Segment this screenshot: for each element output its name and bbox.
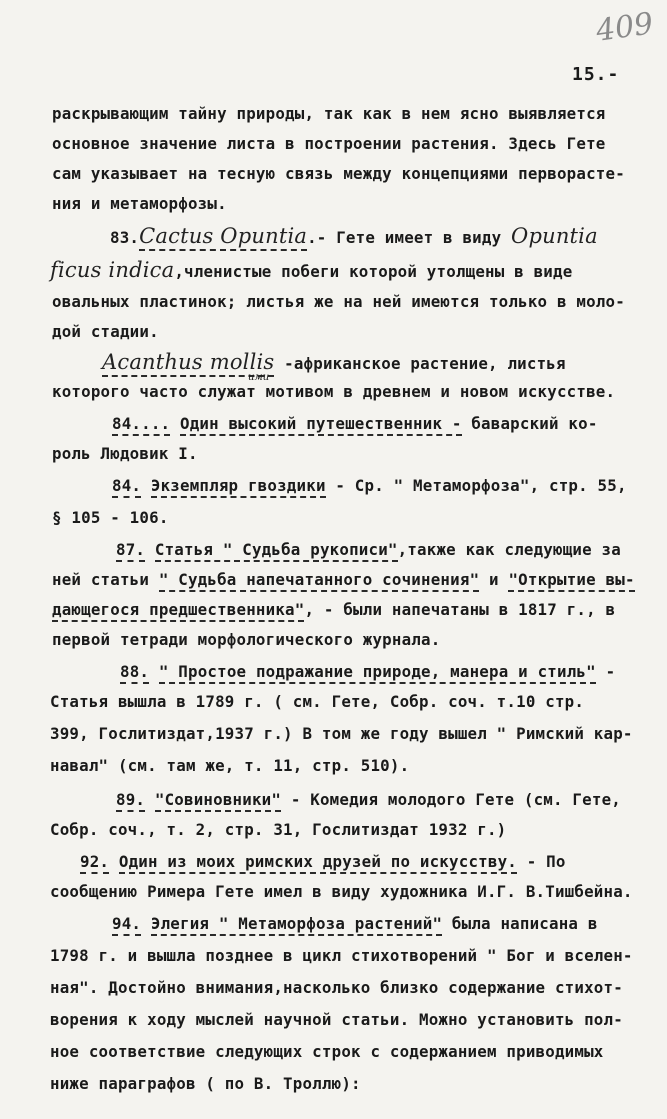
note-number: 89. [116,790,145,812]
note-text: - [605,662,616,681]
note-text: , - были напечатаны в 1817 г., в [304,600,616,619]
note-text: и [489,570,499,589]
note-text: - Комедия молодого Гете (см. Гете, [290,790,621,809]
note-subject: " Судьба напечатанного сочинения" [159,570,479,592]
note-text: .- Гете имеет в виду [307,228,502,247]
note-number: 94. [112,914,141,936]
note-number: 88. [120,662,149,684]
text-line: Статья вышла в 1789 г. ( см. Гете, Собр. соч. т.10 стр. [50,692,585,711]
note-number: 84.... [112,414,170,436]
note-text: баварский ко- [471,414,598,433]
text-line: сообщению Римера Гете имел в виду художника И.Г. В.Тишбейна. [50,882,633,901]
text-line: которого часто служат мотивом в древнем и новом искусстве. [52,382,616,401]
text-line: ния и метаморфозы. [52,194,227,213]
text-line: 399, Гослитиздат,1937 г.) В том же году вышел " Римский кар- [50,724,633,743]
note-text: - Ср. " Метаморфоза", стр. 55, [335,476,627,495]
handwritten-species: ficus indica [50,258,175,282]
note-83-line-2 [50,258,572,282]
text-line: первой тетради морфологического журнала. [52,630,441,649]
archive-page-number: 409 [593,6,656,49]
text-line: ное соответствие следующих строк с содержанием приводимых [50,1042,604,1061]
note-83-line [110,224,598,248]
text-line: раскрывающим тайну природы, так как в нем ясно выявляется [52,104,606,123]
note-subject: Элегия " Метаморфоза растений" [151,914,442,936]
note-87-line [116,540,621,559]
handwritten-species: Opuntia [511,224,598,248]
note-subject: "Открытие вы- [508,570,634,592]
text-line: § 105 - 106. [52,508,169,527]
note-subject: Статья " Судьба рукописи" [155,540,398,562]
page-number: 15.- [572,64,620,85]
note-87-line-3 [52,600,615,619]
note-92-line [80,852,566,871]
note-text: ,членистые побеги которой утолщены в виде [174,262,573,281]
note-subject: Один высокий путешественник - [180,414,462,436]
note-88-line [120,662,615,681]
text-line: овальных пластинок; листья же на ней имеются только в моло- [52,292,625,311]
note-subject: Один из моих римских друзей по искусству. [119,852,517,874]
text-line: дой стадии. [52,322,159,341]
note-subject: " Простое подражание природе, манера и стиль" [159,662,596,684]
text-line: ниже параграфов ( по В. Троллю): [50,1074,361,1093]
note-subject: Экземпляр гвоздики [151,476,326,498]
note-text: ,также как следующие за [397,540,621,559]
note-text: -африканское растение, листья [284,354,566,373]
handwritten-insertion: ими [248,372,270,383]
text-line: роль Людовик I. [52,444,198,463]
note-84-line [112,414,598,433]
text-line: основное значение листа в построении растения. Здесь Гете [52,134,606,153]
note-subject: дающегося предшественника" [52,600,304,622]
text-line: Собр. соч., т. 2, стр. 31, Гослитиздат 1932 г.) [50,820,507,839]
text-line: ворения к ходу мыслей научной статьи. Можно установить пол- [50,1010,623,1029]
handwritten-plant-name: Cactus Opuntia [139,224,307,251]
text-line: 1798 г. и вышла позднее в цикл стихотворений " Бог и вселен- [50,946,633,965]
note-84b-line [112,476,627,495]
note-number: 83. [110,228,140,247]
note-text: ней статьи [52,570,150,589]
text-line: навал" (см. там же, т. 11, стр. 510). [50,756,410,775]
text-line: ная". Достойно внимания,насколько близко содержание стихот- [50,978,623,997]
note-89-line [116,790,621,809]
note-number: 92. [80,852,109,874]
note-subject: "Совиновники" [155,790,281,812]
note-text: - По [526,852,566,871]
text-line: сам указывает на тесную связь между концепциями перворасте- [52,164,625,183]
note-number: 87. [116,540,145,562]
note-94-line [112,914,598,933]
note-text: была написана в [451,914,598,933]
note-87-line-2 [52,570,635,589]
acanthus-line [102,350,566,374]
note-number: 84. [112,476,141,498]
handwritten-plant-name: Acanthus mollis [102,350,274,377]
